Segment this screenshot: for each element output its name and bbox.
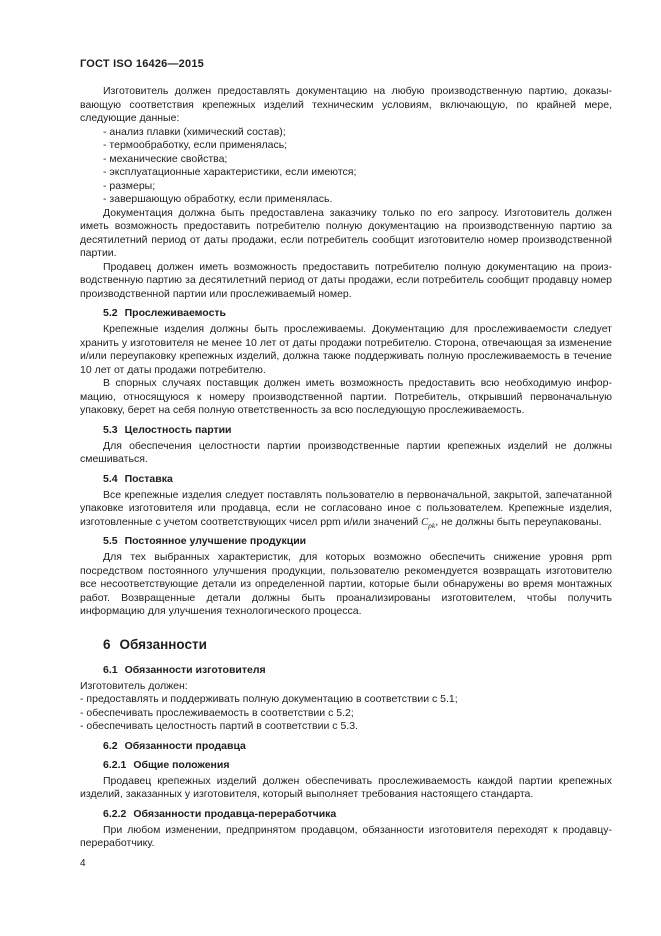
list-item: - размеры; <box>103 179 156 192</box>
heading-number: 6.2 <box>103 739 118 752</box>
list-item: - обеспечивать прослеживаемость в соответствии с 5.2; <box>80 706 354 719</box>
paragraph <box>80 489 612 530</box>
paragraph-text: , не должны быть переупакованы. <box>435 515 602 528</box>
heading-title: Обязанности продавца-переработчика <box>133 807 337 820</box>
heading-6 <box>103 636 612 653</box>
heading-5-2 <box>103 306 612 320</box>
heading-6-2 <box>103 739 612 753</box>
document-body <box>80 85 612 870</box>
heading-title: Общие положения <box>133 758 230 771</box>
heading-title: Обязанности продавца <box>124 739 246 752</box>
paragraph: Изготовитель должен: <box>80 679 188 692</box>
heading-5-3 <box>103 423 612 437</box>
manufacturer-duties-list <box>80 693 612 734</box>
document-header: ГОСТ ISO 16426—2015 <box>80 58 204 70</box>
heading-5-4 <box>103 472 612 486</box>
paragraph: Документация должна быть предоставлена заказчику только по его запросу. Изготовитель должен иметь возможность предоставить потребителю полную документацию на производственную партию за десятилетний период от даты продажи, если потребитель сообщит изготовителю номер производственной партии. <box>80 206 612 259</box>
cpk-base: C <box>421 516 429 528</box>
heading-6-1 <box>103 663 612 677</box>
heading-number: 6.2.2 <box>103 807 127 820</box>
heading-number: 6 <box>103 636 111 652</box>
cpk-symbol <box>421 517 435 528</box>
list-item: - механические свойства; <box>103 152 228 165</box>
heading-title: Прослеживаемость <box>124 307 227 319</box>
paragraph: В спорных случаях поставщик должен иметь возможность предоставить всю необходимую информацию, относящуюся к номеру производственной партии. Потребитель, открывший первоначальную упаковку, берет на себя полную ответственность за всю последующую прослеживаемость. <box>80 377 612 416</box>
paragraph: При любом изменении, предпринятом продавцом, обязанности изготовителя переходят к продавцу-переработчику. <box>80 823 612 849</box>
list-item: - обеспечивать целостность партий в соответствии с 5.3. <box>80 720 358 732</box>
list-item: - эксплуатационные характеристики, если имеются; <box>103 166 357 178</box>
heading-title: Обязанности изготовителя <box>124 663 266 676</box>
heading-number: 5.5 <box>103 535 118 547</box>
heading-number: 5.4 <box>103 472 118 485</box>
heading-number: 5.3 <box>103 423 118 436</box>
heading-6-2-1 <box>103 758 612 772</box>
paragraph-text: Все крепежные изделия следует поставлять пользователю в первоначальной, закрытой, запечатанной упаковке изготовителя или продавца, если не согласовано иное с пользователем. Крепежные изделия, изготовленные с учетом соответствующих чисел ppm и/или значений <box>80 488 612 528</box>
paragraph: Продавец должен иметь возможность предоставить потребителю полную документацию на производственную партию за десятилетний период от даты продажи, если потребитель сообщит продавцу номер производственной партии или прослеживаемый номер. <box>80 260 612 300</box>
paragraph: Для тех выбранных характеристик, для которых возможно обеспечить снижение уровня ppm посредством постоянного улучшения продукции, пользователю рекомендуется возвращать изготовителю все несоответствующие детали из определенной партии, которые были обнаружены во время монтажных работ. Возвращенные детали должны быть проанализированы изготовителем, чтобы получить информацию для улучшения технологического процесса. <box>80 551 612 617</box>
paragraph: Крепежные изделия должны быть прослеживаемы. Документацию для прослеживаемости следует хранить у изготовителя не менее 10 лет от даты продажи потребителю. Сторона, отвечающая за изменение и/или переупаковку крепежных изделий, должна также поддерживать полную прослеживаемость в течение 10 лет от даты продажи потребителю. <box>80 323 612 376</box>
paragraph: Для обеспечения целостности партии производственные партии крепежных изделий не должны смешиваться. <box>80 439 612 465</box>
heading-number: 6.2.1 <box>103 758 127 771</box>
heading-title: Постоянное улучшение продукции <box>124 535 307 547</box>
documentation-list <box>80 126 612 207</box>
list-item: - предоставлять и поддерживать полную документацию в соответствии с 5.1; <box>80 693 458 705</box>
cpk-subscript: pk <box>428 520 436 530</box>
heading-5-5 <box>103 534 612 548</box>
heading-title: Целостность партии <box>124 423 232 436</box>
heading-6-2-2 <box>103 807 612 821</box>
heading-number: 5.2 <box>103 307 118 319</box>
paragraph: Продавец крепежных изделий должен обеспечивать прослеживаемость каждой партии крепежных изделий, заказанных у изготовителя, который выполняет требования настоящего стандарта. <box>80 774 612 800</box>
heading-title: Поставка <box>124 472 173 485</box>
heading-title: Обязанности <box>119 636 207 652</box>
page-number: 4 <box>80 857 86 869</box>
paragraph: Изготовитель должен предоставлять документацию на любую производственную партию, доказывающую соответствия крепежных изделий техническим условиям, включающую, по крайней мере, следующие данные: <box>80 85 612 124</box>
list-item: - термообработку, если применялась; <box>103 139 288 151</box>
heading-number: 6.1 <box>103 663 118 676</box>
list-item: - анализ плавки (химический состав); <box>103 125 286 138</box>
list-item: - завершающую обработку, если применялась. <box>103 193 333 205</box>
